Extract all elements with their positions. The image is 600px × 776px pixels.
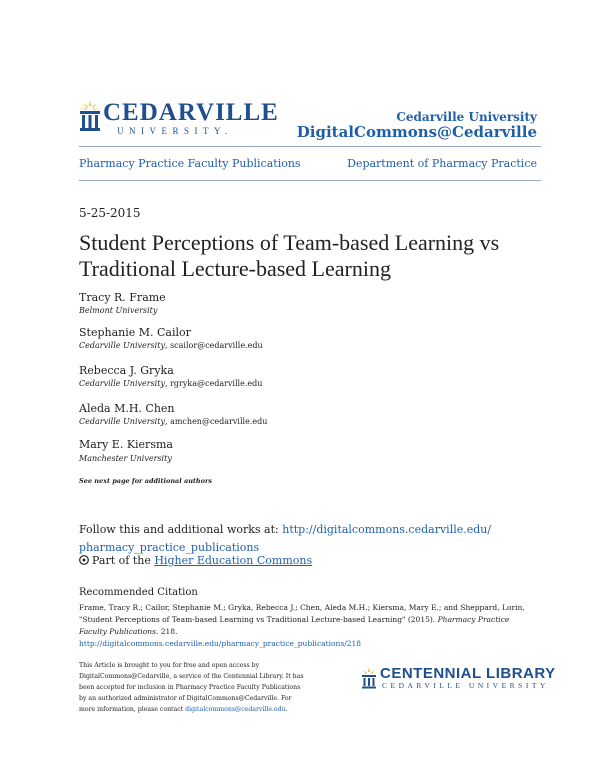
citation-text (79, 602, 539, 650)
contact-email-link[interactable]: digitalcommons@cedarville.edu (185, 706, 286, 713)
author-name: Mary E. Kiersma (79, 438, 173, 451)
author-affiliation: Cedarville University, scailor@cedarville.edu (79, 341, 263, 350)
see-next-page-note: See next page for additional authors (79, 477, 213, 485)
cedarville-logo-icon (79, 98, 101, 132)
citation-link[interactable]: http://digitalcommons.cedarville.edu/pharmacy_practice_publications/218 (79, 639, 362, 648)
library-subtitle: CEDARVILLE UNIVERSITY (382, 681, 549, 690)
follow-prefix: Follow this and additional works at: (79, 523, 283, 536)
author-email: scailor@cedarville.edu (170, 341, 263, 350)
citation-journal: Pharmacy Practice Faculty Publications (79, 615, 510, 636)
author-affiliation: Manchester University (79, 454, 172, 463)
author-email: rgryka@cedarville.edu (170, 379, 263, 388)
centennial-library-logo-icon (361, 667, 377, 689)
collection-url-link[interactable]: http://digitalcommons.cedarville.edu/ (282, 523, 492, 536)
recommended-citation-heading: Recommended Citation (79, 587, 198, 598)
network-icon (79, 555, 89, 565)
access-statement-text: This Article is brought to you for free and open access by DigitalCommons@Cedarville, a service of the Centennial Library. It has been accepted for inclusion in Pharmacy Practice Faculty Publications by an authorized administrator of DigitalCommons@Cedarville. For more information, please contact (79, 662, 304, 713)
nav-divider (79, 180, 541, 181)
library-wordmark: CENTENNIAL LIBRARY (380, 665, 556, 682)
author-affiliation: Cedarville University, amchen@cedarville.edu (79, 417, 268, 426)
follow-line (79, 521, 499, 557)
access-statement (79, 660, 307, 715)
part-of-line (79, 554, 312, 567)
publication-date: 5-25-2015 (79, 206, 141, 220)
higher-education-commons-link[interactable]: Higher Education Commons (154, 554, 313, 567)
collection-url-link-cont[interactable]: pharmacy_practice_publications (79, 541, 260, 554)
paper-title: Student Perceptions of Team-based Learning vs Traditional Lecture-based Learning (79, 230, 500, 281)
citation-body: Frame, Tracy R.; Cailor, Stephanie M.; Gryka, Rebecca J.; Chen, Aleda M.H.; Kiersma, Mary E.; and Sheppard, Lorin, "Student Perceptions of Team-based Learning vs Traditional Lecture-based Learning" (2015). (79, 603, 525, 624)
citation-number: . 218. (156, 627, 178, 636)
logo-subtitle: UNIVERSITY. (117, 126, 233, 136)
collection-link[interactable]: Pharmacy Practice Faculty Publications (79, 157, 301, 170)
part-of-prefix: Part of the (92, 554, 155, 567)
author-name: Stephanie M. Cailor (79, 326, 191, 339)
author-name: Tracy R. Frame (79, 291, 166, 304)
author-affiliation: Cedarville University, rgryka@cedarville.edu (79, 379, 263, 388)
header-divider (79, 146, 541, 147)
logo-wordmark: CEDARVILLE (103, 99, 279, 126)
author-email: amchen@cedarville.edu (170, 417, 268, 426)
author-name: Rebecca J. Gryka (79, 364, 174, 377)
access-statement-end: . (285, 706, 288, 713)
repository-name-link[interactable]: DigitalCommons@Cedarville (296, 123, 537, 141)
author-name: Aleda M.H. Chen (79, 402, 175, 415)
repository-university: Cedarville University (396, 110, 537, 124)
department-link[interactable]: Department of Pharmacy Practice (347, 157, 537, 170)
author-affiliation: Belmont University (79, 306, 158, 315)
